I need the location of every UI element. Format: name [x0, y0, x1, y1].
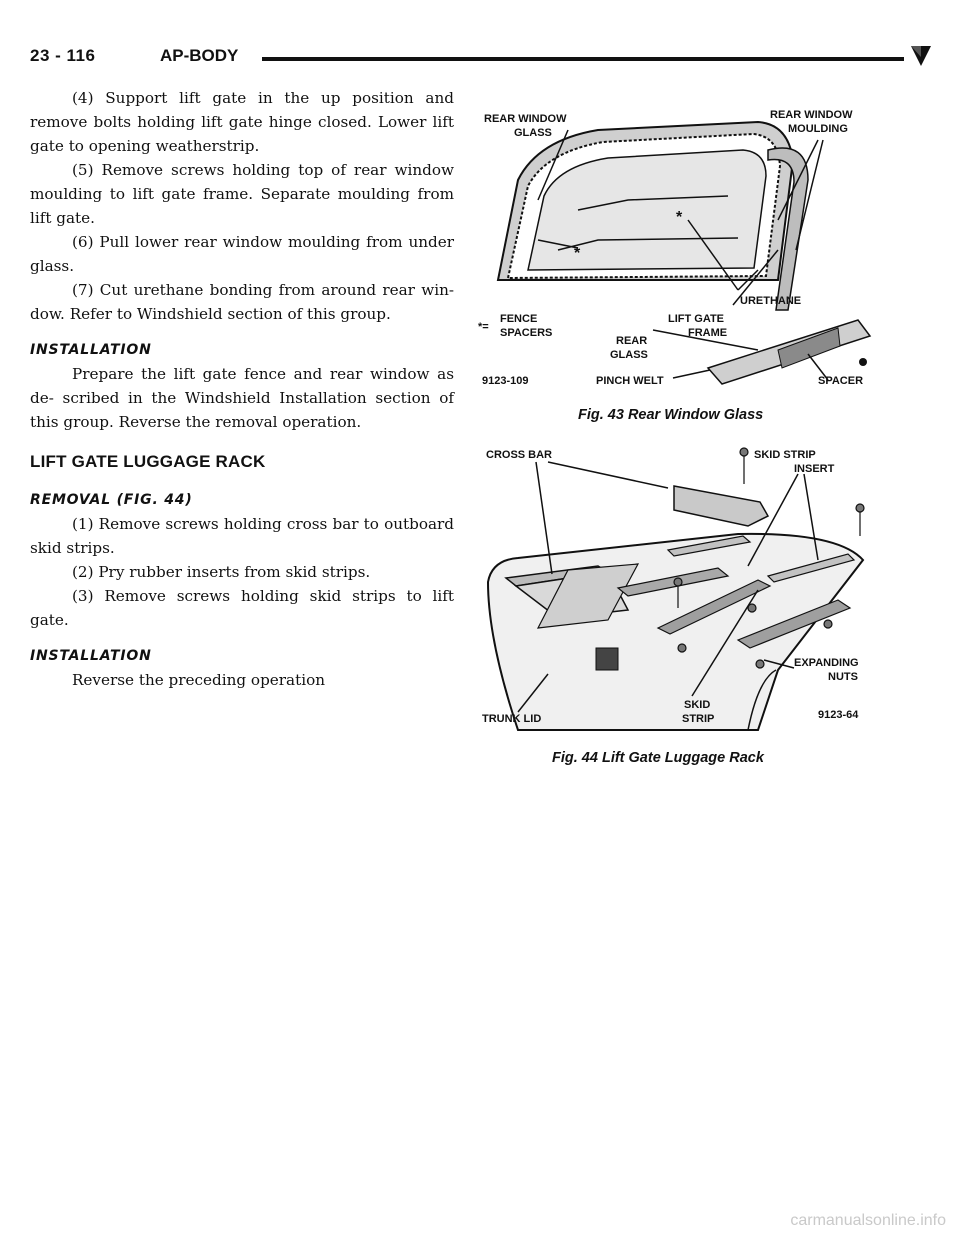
removal-step: (3) Remove screws holding skid strips to lift gate. [30, 587, 454, 629]
removal-step: (6) Pull lower rear window moulding from under glass. [30, 233, 454, 275]
header-rule [262, 57, 904, 61]
label-cross-bar: CROSS BAR [486, 449, 553, 461]
label-lift-gate: LIFT GATE [668, 313, 725, 325]
label-spacers: SPACERS [500, 327, 553, 339]
removal-step: (4) Support lift gate in the up position and remove bolts holding lift gate hinge closed. Lower lift gate to opening weatherstrip. [30, 89, 454, 155]
label-expanding-nuts: EXPANDING [794, 657, 859, 669]
removal-step: (2) Pry rubber inserts from skid strips. [72, 563, 371, 581]
installation-text: Prepare the lift gate fence and rear window as de- scribed in the Windshield Installation section of this group. Reverse the removal operation. [30, 365, 454, 431]
label-rear-window-moulding: REAR WINDOW [770, 109, 853, 121]
label-skid-strip-insert: SKID STRIP [754, 449, 816, 461]
label-legend-symbol: *= [478, 321, 489, 333]
label-pinch-welt: PINCH WELT [596, 375, 664, 387]
luggage-rack-illustration [478, 440, 898, 740]
label-glass: GLASS [610, 349, 648, 361]
label-skid-strip: SKID [684, 699, 711, 711]
label-rear-window-glass: GLASS [514, 127, 552, 139]
label-spacer: SPACER [818, 375, 864, 387]
page-header [30, 44, 932, 70]
label-fig-id: 9123-64 [818, 709, 859, 721]
text-column [30, 86, 454, 692]
fig-43-caption: Fig. 43 Rear Window Glass [578, 407, 764, 423]
luggage-rack-heading: LIFT GATE LUGGAGE RACK [30, 452, 266, 471]
installation-text: Reverse the preceding operation [72, 671, 325, 689]
label-skid-strip: STRIP [682, 713, 715, 725]
label-fig-id: 9123-109 [482, 375, 529, 387]
installation-heading: INSTALLATION [30, 342, 152, 358]
label-rear-window-moulding: MOULDING [788, 123, 848, 135]
label-expanding-nuts: NUTS [828, 671, 858, 683]
label-trunk-lid: TRUNK LID [482, 713, 542, 725]
removal-heading: REMOVAL (FIG. 44) [30, 492, 193, 508]
label-urethane: URETHANE [740, 295, 802, 307]
removal-step: (5) Remove screws holding top of rear window moulding to lift gate frame. Separate moulding from lift gate. [30, 161, 454, 227]
watermark: carmanualsonline.info [790, 1212, 946, 1229]
label-asterisk: * [676, 209, 683, 226]
label-skid-strip-insert: INSERT [794, 463, 835, 475]
removal-step: (1) Remove screws holding cross bar to outboard skid strips. [30, 515, 454, 557]
fig-44-luggage-rack [478, 440, 898, 740]
label-frame: FRAME [688, 327, 728, 339]
page-number: 23 - 116 [30, 46, 96, 65]
fig-44-caption: Fig. 44 Lift Gate Luggage Rack [552, 750, 764, 766]
section-name: AP-BODY [160, 46, 239, 65]
rear-window-illustration [478, 100, 898, 400]
chrysler-pentastar-icon [910, 45, 932, 67]
label-fence: FENCE [500, 313, 538, 325]
removal-step: (7) Cut urethane bonding from around rear win- dow. Refer to Windshield section of this group. [30, 281, 454, 323]
label-rear-window-glass: REAR WINDOW [484, 113, 567, 125]
label-asterisk: * [574, 245, 581, 262]
installation-heading: INSTALLATION [30, 648, 152, 664]
label-rear: REAR [616, 335, 648, 347]
fig-43-rear-window-glass [478, 100, 898, 400]
